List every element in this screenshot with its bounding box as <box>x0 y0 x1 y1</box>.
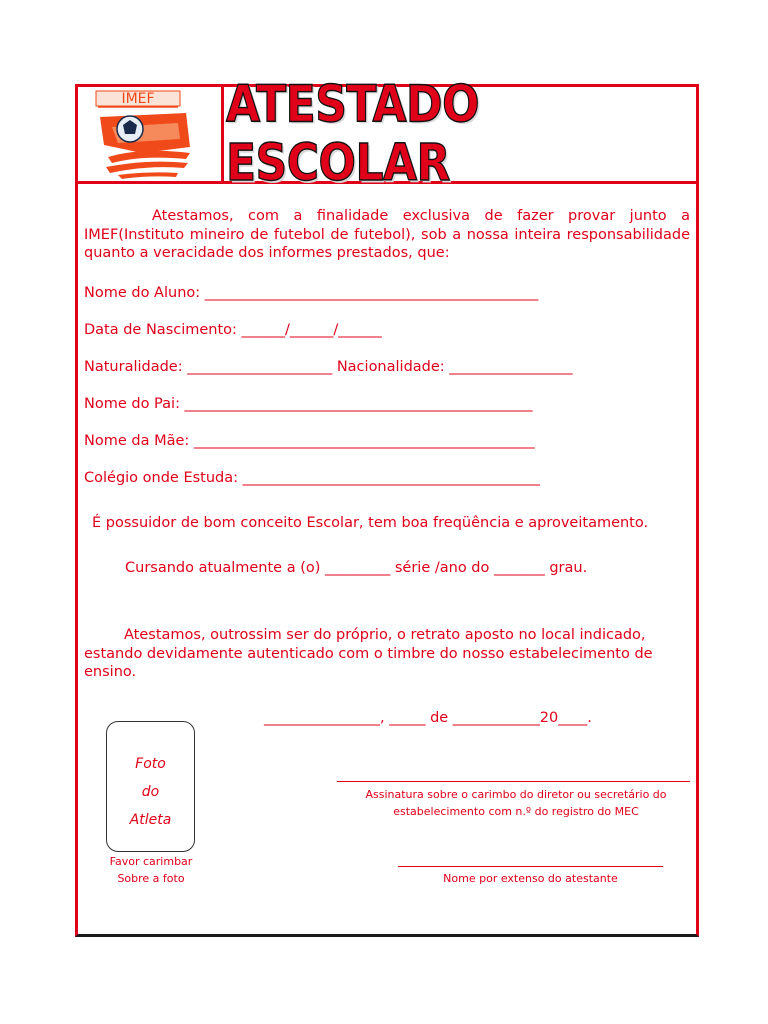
date-line: ________________, _____ de ____________20____. <box>264 710 592 726</box>
photo-label-1: Foto <box>135 756 166 772</box>
logo-text: IMEF <box>121 91 155 107</box>
page-title: ATESTADO ESCOLAR <box>226 75 479 193</box>
field-colegio: Colégio onde Estuda: _________________________________________ <box>84 470 540 486</box>
signature-line <box>337 781 690 782</box>
intro-paragraph: Atestamos, com a finalidade exclusiva de fazer provar junto a IMEF(Instituto mineiro de futebol de futebol), sob a nossa inteira responsabilidade quanto a veracidade dos informes prestados, que: <box>84 208 690 261</box>
photo-caption <box>96 853 206 887</box>
photo-label-2: do <box>141 784 160 800</box>
field-nome-pai: Nome do Pai: ________________________________________________ <box>84 396 533 412</box>
signature-caption-1: Assinatura sobre o carimbo do diretor ou secretário do <box>365 788 667 801</box>
signature-caption <box>340 786 692 820</box>
field-nome-mae: Nome da Mãe: _______________________________________________ <box>84 433 535 449</box>
imef-logo-icon <box>78 87 218 181</box>
field-data-nascimento: Data de Nascimento: ______/______/______ <box>84 322 382 338</box>
photo-caption-2: Sobre a foto <box>117 872 185 885</box>
signature-caption-2: estabelecimento com n.º do registro do MEC <box>393 805 639 818</box>
name-signature-caption: Nome por extenso do atestante <box>443 872 618 885</box>
conceito-text: É possuidor de bom conceito Escolar, tem boa freqüência e aproveitamento. <box>92 515 649 531</box>
logo <box>78 87 224 181</box>
photo-placeholder <box>106 721 195 852</box>
field-naturalidade-nacionalidade: Naturalidade: ____________________ Nacionalidade: _________________ <box>84 359 573 375</box>
header <box>78 75 696 193</box>
photo-caption-1: Favor carimbar <box>109 855 193 868</box>
cursando-text: Cursando atualmente a (o) _________ série /ano do _______ grau. <box>125 560 588 576</box>
field-nome-aluno: Nome do Aluno: ______________________________________________ <box>84 285 539 301</box>
name-signature-line <box>398 866 663 867</box>
retrato-paragraph: Atestamos, outrossim ser do próprio, o retrato aposto no local indicado, estando devidamente autenticado com o timbre do nosso estabelecimento de ensino. <box>84 627 653 680</box>
photo-label-3: Atleta <box>129 812 172 828</box>
